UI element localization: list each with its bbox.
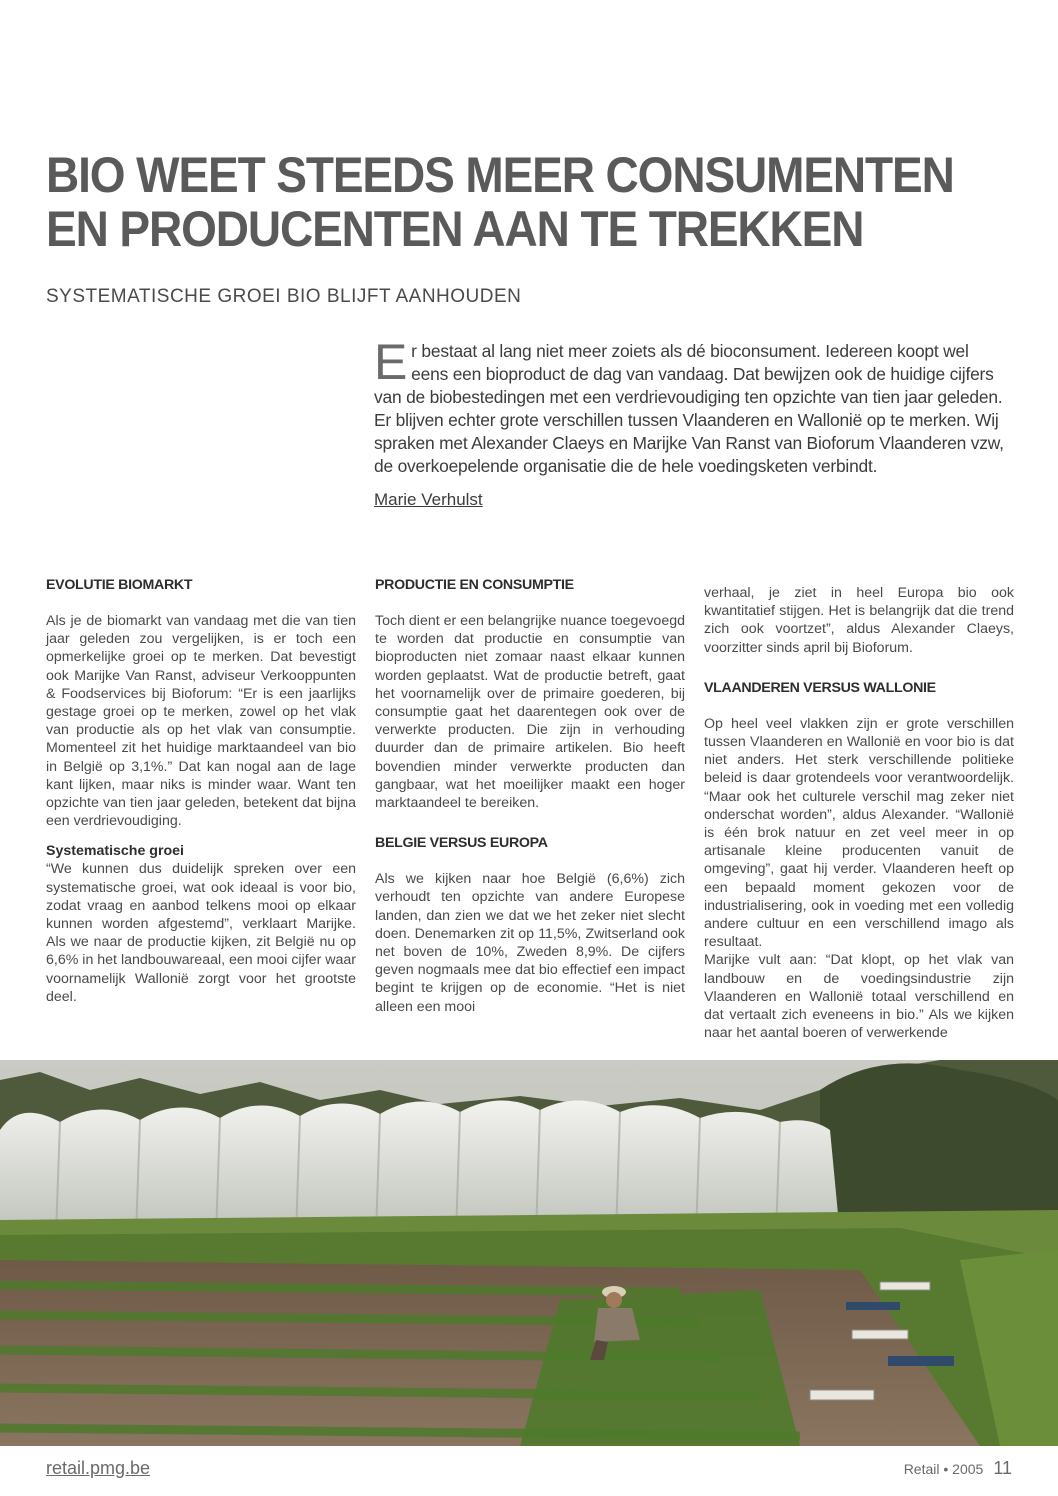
section-heading-productie: PRODUCTIE EN CONSUMPTIE — [375, 577, 574, 593]
section-heading-evolutie: EVOLUTIE BIOMARKT — [46, 577, 193, 593]
publication-name: Retail • 2005 — [903, 1461, 984, 1477]
section-heading-vlaanderen-wallonie: VLAANDEREN VERSUS WALLONIE — [704, 679, 936, 696]
paragraph: verhaal, je ziet in heel Europa bio ook kwantitatief stijgen. Het is belangrijk dat die trend zich ook voortzet”, aldus Alexander Claeys, voorzitter sinds april bij Bioforum. — [704, 585, 1014, 656]
column-2 — [375, 576, 685, 1016]
paragraph: Op heel veel vlakken zijn er grote verschillen tussen Vlaanderen en Wallonië en voor bio is dat niet anders. Het sterk verschillende politieke beleid is daar grotendeels voor verantwoordelijk. “Maar ook het culturele verschil mag zeker niet onderschat worden”, aldus Alexander. “Wallonië is één brok natuur en zet veel meer in op artisanale kleine producenten vanuit de omgeving”, gaat hij verder. Vlaanderen heeft op een bepaald moment gekozen voor de industrialisering, ook in voeding met een volledig andere cultuur en een verschillend imago als resultaat. — [704, 715, 1014, 951]
column-3 — [704, 584, 1014, 1042]
paragraph: Als je de biomarkt van vandaag met die van tien jaar geleden zou vergelijken, is er toch een opmerkelijke groei op te merken. Dat bevestigt ook Marijke Van Ranst, adviseur Verkooppunten & Foodservices bij Bioforum: “Er is een jaarlijks gestage groei op te merken, zowel op het vlak van productie als op het vlak van consumptie. Momenteel zit het huidige marktaandeel van bio in België op 3,1%.” Dat kan nogal aan de lage kant lijken, maar niks is minder waar. Want ten opzichte van tien jaar geleden, betekent dat bijna een verdrievoudiging. — [46, 613, 356, 830]
page-footer — [904, 1458, 1012, 1479]
article-title-line-1: BIO WEET STEEDS MEER CONSUMENTEN — [46, 147, 954, 203]
author-byline[interactable]: Marie Verhulst — [374, 490, 483, 509]
subheading-systematische-groei: Systematische groei — [46, 843, 184, 860]
website-link[interactable]: retail.pmg.be — [46, 1458, 151, 1478]
article-subtitle: SYSTEMATISCHE GROEI BIO BLIJFT AANHOUDEN — [46, 286, 522, 307]
paragraph: Marijke vult aan: “Dat klopt, op het vlak van landbouw en de voedingsindustrie zijn Vlaanderen en Wallonië totaal verschillend en dat vertaalt zich eveneens in bio.” Als we kijken naar het aantal boeren of verwerkende — [704, 952, 1014, 1042]
paragraph: “We kunnen dus duidelijk spreken over een systematische groei, wat ook ideaal is voor bio, zodat vraag en aanbod telkens mooi op elkaar kunnen worden afgestemd”, verklaart Marijke. Als we naar de productie kijken, zit België nu op 6,6% in het landbouwareaal, een mooi cijfer waar voornamelijk Wallonië zorgt voor het grootste deel. — [46, 861, 356, 1005]
article-intro — [374, 334, 1010, 478]
greenhouse-field-illustration — [0, 1060, 1058, 1446]
page-number: 11 — [993, 1458, 1012, 1478]
section-heading-belgie-europa: BELGIE VERSUS EUROPA — [375, 835, 548, 852]
farm-photo — [0, 1060, 1058, 1446]
paragraph: Als we kijken naar hoe België (6,6%) zich verhoudt ten opzichte van andere Europese landen, dan zien we dat we het zeker niet slecht doen. Denemarken zit op 11,5%, Zwitserland ook net boven de 10%, Zweden 8,9%. De cijfers geven nogmaals mee dat bio effectief een impact begint te krijgen op de economie. “Het is niet alleen een mooi — [375, 871, 685, 1015]
intro-drop-cap: E — [374, 334, 408, 390]
intro-text: r bestaat al lang niet meer zoiets als dé bioconsument. Iedereen koopt wel eens een bioproduct de dag van vandaag. Dat bewijzen ook de huidige cijfers van de biobestedingen met een verdrievoudiging ten opzichte van tien jaar geleden. Er blijven echter grote verschillen tussen Vlaanderen en Wallonië op te merken. Wij spraken met Alexander Claeys en Marijke Van Ranst van Bioforum Vlaanderen vzw, de overkoepelende organisatie die de hele voedingsketen verbindt. — [374, 341, 1004, 476]
paragraph: Toch dient er een belangrijke nuance toegevoegd te worden dat productie en consumptie van bioproducten niet zomaar naast elkaar kunnen worden geplaatst. Wat de productie betreft, gaat het voornamelijk over de primaire goederen, bij consumptie gaat het daarentegen ook over de verwerkte producten. Die zijn in verhouding duurder dan de primaire artikelen. Bio heeft bovendien minder verwerkte producten dan gangbaar, wat het moeilijker maakt een hoger marktaandeel te bereiken. — [375, 613, 685, 812]
article-title — [46, 147, 954, 257]
article-title-line-2: EN PRODUCENTEN AAN TE TREKKEN — [46, 201, 864, 257]
column-1 — [46, 576, 356, 1006]
